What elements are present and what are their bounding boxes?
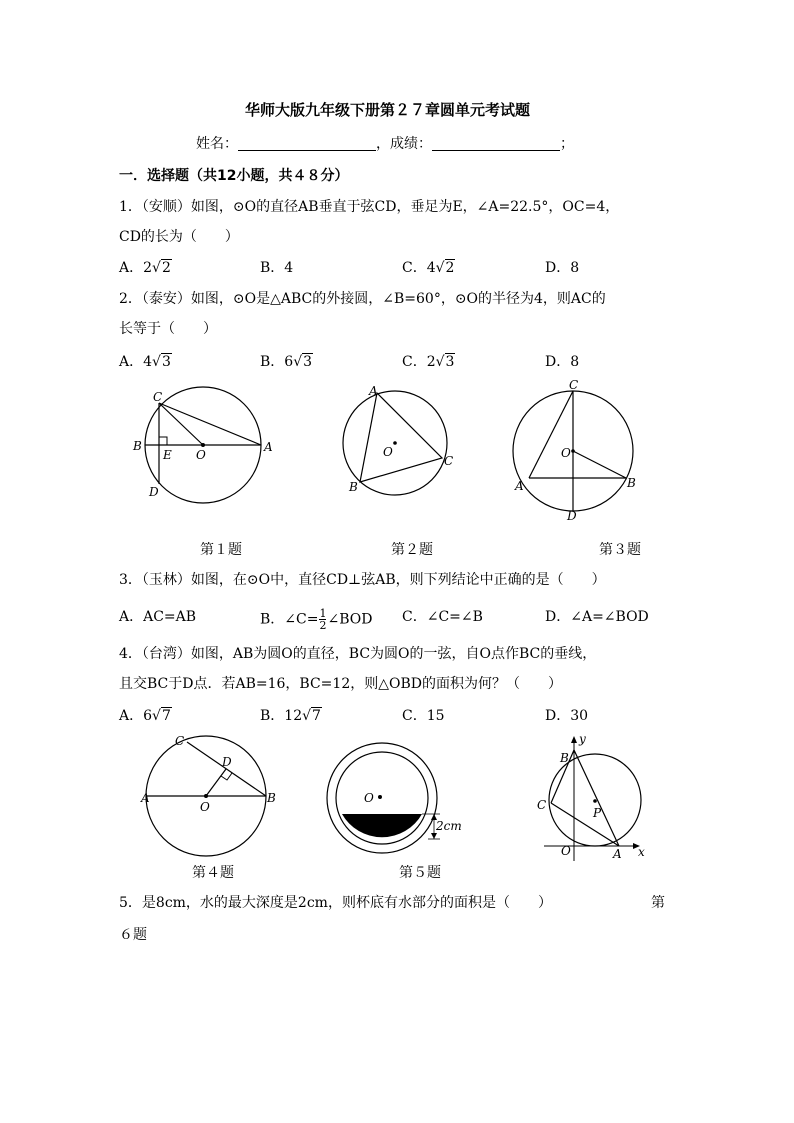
fig3-label: D <box>567 509 577 523</box>
q2-c-radicand: 3 <box>445 354 455 370</box>
figure-6 <box>534 733 654 868</box>
fig1-label: A <box>264 440 273 454</box>
score-blank[interactable] <box>432 136 560 151</box>
q3-line1: 3．（玉林）如图，在⊙O中，直径CD⊥弦AB，则下列结论中正确的是（ ） <box>119 572 606 588</box>
q2-c-text: C．2 <box>402 354 436 370</box>
end-mark: ； <box>560 136 574 152</box>
q4-b-radicand: 7 <box>312 708 321 724</box>
q3-option-d[interactable]: D．∠A=∠BOD <box>545 609 649 625</box>
fig3-label: O <box>561 446 571 460</box>
fig2-label: C <box>444 454 454 468</box>
q1-c-text: C．4 <box>402 260 436 276</box>
fig3-label: B <box>627 476 636 490</box>
fig6-label: x <box>638 845 645 859</box>
fig4-label: C <box>175 734 185 748</box>
q1-option-d[interactable]: D．8 <box>545 260 580 276</box>
q2-option-b[interactable]: B．6√3 <box>260 354 313 370</box>
fig4-label: O <box>200 800 210 814</box>
q4-line2: 且交BC于D点．若AB=16，BC=12，则△OBD的面积为何？（ ） <box>119 676 562 692</box>
q2-option-a[interactable]: A．4√3 <box>119 354 171 370</box>
fig4-label: A <box>141 791 150 805</box>
fig6-label: y <box>579 733 586 746</box>
q3-option-a[interactable]: A．AC=AB <box>119 609 197 625</box>
q2-line1: 2．（泰安）如图，⊙O是△ABC的外接圆，∠B=60°，⊙O的半径为4，则AC的 <box>119 291 606 307</box>
q3-option-b[interactable] <box>260 608 372 631</box>
q2-option-c[interactable]: C．2√3 <box>402 354 455 370</box>
section-heading: 一．选择题（共12小题，共４８分） <box>119 168 349 184</box>
q2-b-radicand: 3 <box>303 354 313 370</box>
q1-option-b[interactable]: B．4 <box>260 260 294 276</box>
fig1-label: E <box>163 448 172 462</box>
name-blank[interactable] <box>238 136 376 151</box>
score-label: ，成绩： <box>376 136 432 152</box>
fig1-label: C <box>153 390 163 404</box>
fig6-label: A <box>613 847 622 861</box>
q2-line2: 长等于（ ） <box>119 321 217 337</box>
q2-option-d[interactable]: D．8 <box>545 354 580 370</box>
q3-option-c[interactable]: C．∠C=∠B <box>402 609 483 625</box>
q4-option-a[interactable]: A．6√7 <box>119 708 171 724</box>
fig6-label: B <box>560 751 569 765</box>
fig5-label: 2cm <box>436 819 462 833</box>
figure-5 <box>322 740 467 858</box>
q4-b-text: B．12 <box>260 708 303 724</box>
q5-line2: ６题 <box>119 927 147 943</box>
q4-a-radicand: 7 <box>161 708 171 724</box>
fig6-label: P <box>593 806 602 820</box>
fig2-label: B <box>349 480 358 494</box>
q1-line1: 1．（安顺）如图，⊙O的直径AB垂直于弦CD，垂足为E，∠A=22.5°，OC=4， <box>119 199 620 215</box>
q1-a-radicand: 2 <box>161 260 171 276</box>
fig3-label: A <box>515 479 524 493</box>
q5-line1: 5．是8cm，水的最大深度是2cm，则杯底有水部分的面积是（ ） <box>119 895 552 911</box>
caption-fig3: 第３题 <box>599 542 641 558</box>
figure-1 <box>130 385 280 507</box>
q1-c-radicand: 2 <box>445 260 455 276</box>
fig5-label: O <box>364 791 374 805</box>
fig6-label: O <box>561 844 571 858</box>
caption-fig1: 第１题 <box>200 542 242 558</box>
caption-fig2: 第２题 <box>391 542 433 558</box>
q4-a-text: A．6 <box>119 708 153 724</box>
figure-2 <box>335 383 465 498</box>
q4-option-b[interactable]: B．12√7 <box>260 708 321 724</box>
caption-fig5: 第５题 <box>399 865 441 881</box>
fig2-label: A <box>369 384 378 398</box>
q4-line1: 4．（台湾）如图，AB为圆O的直径，BC为圆O的一弦，自O点作BC的垂线， <box>119 646 597 662</box>
q2-a-radicand: 3 <box>161 354 171 370</box>
fig4-label: B <box>267 791 276 805</box>
fig1-label: D <box>149 485 159 499</box>
q3-b-text: B．∠C= <box>260 611 319 628</box>
q2-a-text: A．4 <box>119 354 153 370</box>
fig2-label: O <box>383 445 393 459</box>
name-score-line <box>196 135 574 153</box>
page-title: 华师大版九年级下册第２７章圆单元考试题 <box>245 101 531 119</box>
caption-fig4: 第４题 <box>192 865 234 881</box>
q3-b-post: ∠BOD <box>327 611 373 628</box>
q2-b-text: B．6 <box>260 354 294 370</box>
fig3-label: C <box>569 378 579 392</box>
fig4-label: D <box>222 755 232 769</box>
figure-3 <box>510 377 645 525</box>
figure-4 <box>138 733 278 857</box>
q4-option-d[interactable]: D．30 <box>545 708 589 724</box>
fraction-denominator: 2 <box>319 619 327 632</box>
q5-side-label: 第 <box>651 895 665 911</box>
fig1-label: B <box>133 439 142 453</box>
fig6-label: C <box>537 798 547 812</box>
q1-option-a[interactable]: A．2√2 <box>119 260 171 276</box>
fraction-numerator: 1 <box>319 607 327 620</box>
q1-option-c[interactable]: C．4√2 <box>402 260 455 276</box>
name-label: 姓名： <box>196 136 238 152</box>
fig1-label: O <box>196 448 206 462</box>
q1-line2: CD的长为（ ） <box>119 229 239 245</box>
q1-a-text: A．2 <box>119 260 153 276</box>
q4-option-c[interactable]: C．15 <box>402 708 445 724</box>
q3-b-fraction <box>319 608 326 631</box>
